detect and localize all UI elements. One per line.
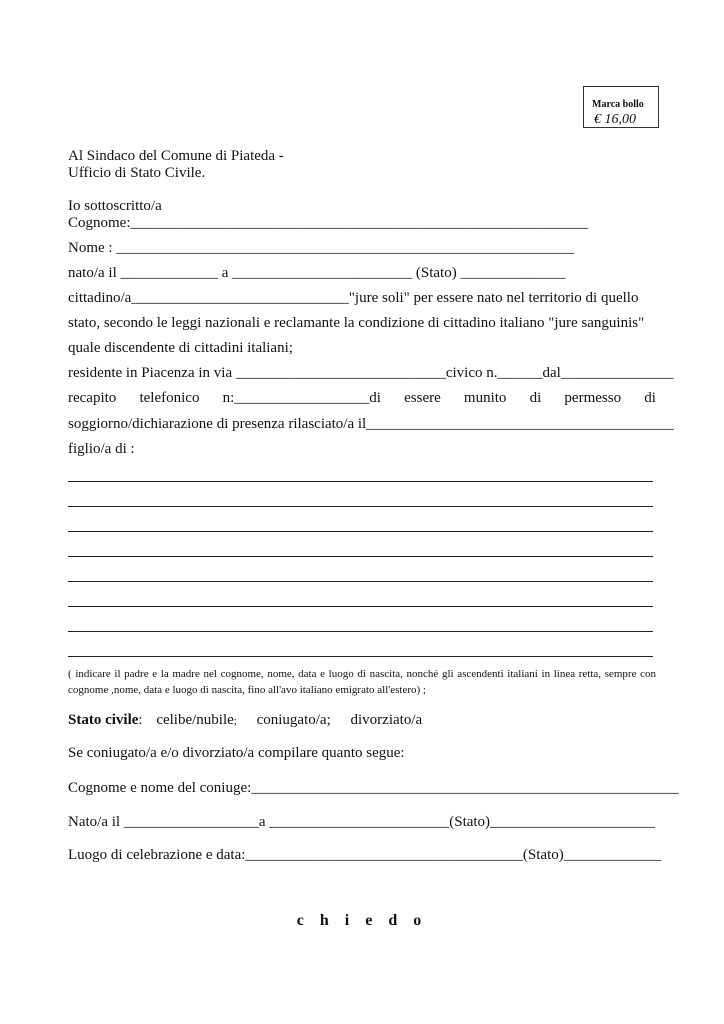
recapito-word: recapito (68, 390, 117, 406)
cognome-field[interactable]: Cognome:_____________________________________________________________ (68, 215, 588, 231)
recapito-word: n:__________________di (222, 390, 381, 406)
statement-line: stato, secondo le leggi nazionali e reclamante la condizione di cittadino italiano "jure sanguinis" (68, 315, 645, 331)
recapito-word: permesso (564, 390, 622, 406)
marital-status-label: Stato civile (68, 712, 139, 728)
stamp-label: Marca bollo (592, 99, 644, 110)
parents-line-5[interactable] (68, 581, 653, 582)
instruction-note: ( indicare il padre e la madre nel cognome, nome, data e luogo di nascita, nonché gli ascendenti italiani in linea retta, sempre con cognome ,nome, data e luogo di nascita, fino all'avo italiano emigrato all'estero) ; (68, 668, 656, 696)
recapito-word: munito (463, 390, 507, 406)
option-divorziato[interactable]: divorziato/a (350, 712, 423, 728)
parents-line-2[interactable] (68, 506, 653, 507)
permit-date-field[interactable]: soggiorno/dichiarazione di presenza rilasciato/a il_________________________________________ (68, 416, 674, 432)
addressee-line-2: Ufficio di Stato Civile. (68, 165, 206, 181)
spouse-name-field[interactable]: Cognome e nome del coniuge:_________________________________________________________ (68, 780, 679, 796)
residence-field[interactable]: residente in Piacenza in via ____________________________civico n.______dal_______________ (68, 365, 674, 381)
addressee-line-1: Al Sindaco del Comune di Piateda - (68, 148, 284, 164)
citizenship-field[interactable]: cittadino/a_____________________________"jure soli" per essere nato nel territorio di quello (68, 290, 639, 306)
closing-heading: c h i e d o (296, 912, 428, 929)
option-celibe[interactable]: celibe/nubile (156, 712, 234, 728)
option-separator: ; (233, 715, 237, 727)
parents-line-8[interactable] (68, 656, 653, 657)
spouse-intro: Se coniugato/a e/o divorziato/a compilare quanto segue: (68, 745, 405, 761)
marital-status-colon: : (138, 712, 143, 728)
recapito-word: di (644, 390, 656, 406)
parents-label: figlio/a di : (68, 441, 135, 457)
recapito-word: telefonico (139, 390, 200, 406)
recapito-word: essere (404, 390, 441, 406)
nome-field[interactable]: Nome : _____________________________________________________________ (68, 240, 574, 256)
option-coniugato[interactable]: coniugato/a; (256, 712, 331, 728)
parents-line-3[interactable] (68, 531, 653, 532)
intro-text: Io sottoscritto/a (68, 198, 162, 214)
parents-line-6[interactable] (68, 606, 653, 607)
parents-line-1[interactable] (68, 481, 653, 482)
spouse-birth-field[interactable]: Nato/a il __________________a ________________________(Stato)______________________ (68, 814, 656, 830)
descendant-line: quale discendente di cittadini italiani; (68, 340, 293, 356)
marriage-field[interactable]: Luogo di celebrazione e data:_____________________________________(Stato)_____________ (68, 847, 662, 863)
tax-stamp-box (583, 86, 659, 128)
marital-status-row (68, 711, 422, 730)
birth-field[interactable]: nato/a il _____________ a ________________________ (Stato) ______________ (68, 265, 566, 281)
recapito-word: di (529, 390, 542, 406)
stamp-value: € 16,00 (594, 112, 636, 127)
parents-line-7[interactable] (68, 631, 653, 632)
parents-line-4[interactable] (68, 556, 653, 557)
phone-permit-field[interactable] (68, 390, 656, 407)
